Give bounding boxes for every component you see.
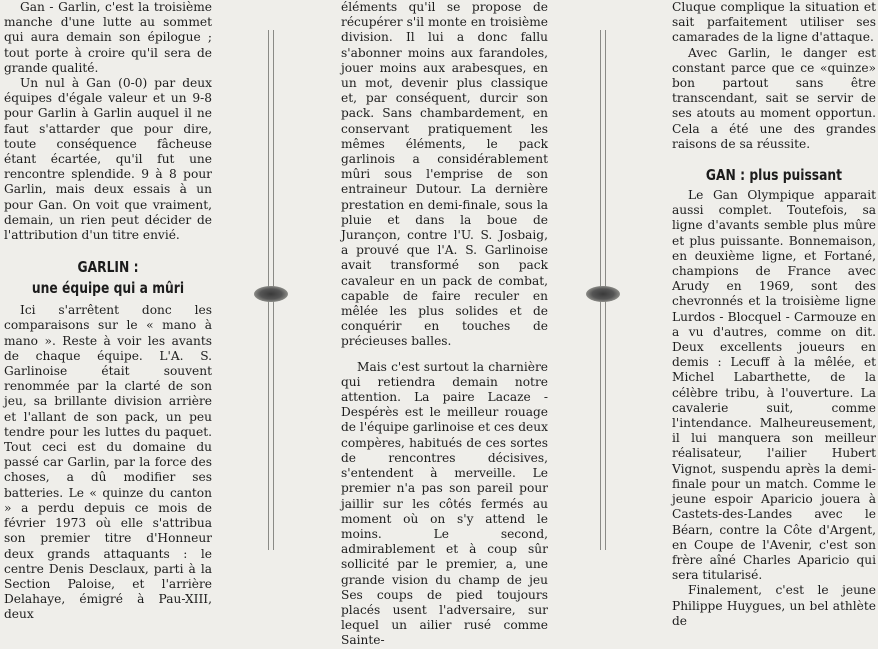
paragraph: Finalement, c'est le jeune Philippe Huygues, un bel athlète de <box>672 583 876 628</box>
divider-ornament-icon <box>586 286 620 302</box>
article-column-2 <box>341 0 548 649</box>
section-heading-gan: GAN : plus puissant <box>705 166 843 185</box>
paragraph: Un nul à Gan (0-0) par deux équipes d'égale valeur et un 9-8 pour Garlin à Garlin auquel il ne faut s'attarder que pour dire, toute conséquence fâcheuse étant écartée, qu'il fut une rencontre splendide. 9 à 8 pour Garlin, mais deux essais à un pour Gan. On voit que vraiment, demain, un rien peut décider de l'attribution d'un titre envié. <box>4 76 212 243</box>
section-heading-garlin: GARLIN : <box>77 258 139 277</box>
section-subheading-garlin: une équipe qui a mûri <box>31 279 185 298</box>
paragraph: Mais c'est surtout la charnière qui retiendra demain notre attention. La paire Lacaze - Despérès est le meilleur rouage de l'équipe garlinoise et ces deux compères, habitués de ces sortes de rencontres décisives, s'entendent à merveille. Le premier n'a pas son pareil pour jaillir sur les côtés fermés au moment où on s'y attend le moins. Le second, admirablement et à coup sûr sollicité par le premier, a, une grande vision du champ de jeu Ses coups de pied toujours placés usent l'adversaire, sur lequel un ailier rusé comme Sainte- <box>341 359 548 648</box>
paragraph: Le Gan Olympique apparait aussi complet. Toutefois, sa ligne d'avants semble plus mûre et plus puissante. Bonnemaison, en deuxième ligne, et Fortané, champions de France avec Arudy en 1969, sont des chevronnés et la troisième ligne Lurdos - Blocquel - Carmouze en a vu d'autres, comme on dit. Deux excellents joueurs en demis : Lecuff à la mêlée, et Michel Labarthette, de la célèbre tribu, à l'ouverture. La cavalerie suit, comme l'intendance. Malheureusement, il lui manquera son meilleur réalisateur, l'ailier Hubert Vignot, suspendu après la demi-finale pour un match. Comme le jeune espoir Aparicio jouera à Castets-des-Landes avec le Béarn, contre la Côte d'Argent, en Coupe de l'Avenir, c'est son frère aîné Charles Aparicio qui sera titularisé. <box>672 188 876 583</box>
paragraph: Avec Garlin, le danger est constant parce que ce «quinze» bon partout sans être transcendant, sait se servir de ses atouts au moment opportun. Cela a été une des grandes raisons de sa réussite. <box>672 45 876 151</box>
article-column-3 <box>672 0 876 629</box>
paragraph: éléments qu'il se propose de récupérer s'il monte en troisième division. Il lui a donc fallu s'abonner moins aux farandoles, jouer moins aux arabesques, en un mot, devenir plus classique et, par conséquent, durcir son pack. Sans chambardement, en conservant pratiquement les mêmes éléments, le pack garlinois a considérablement mûri sous l'emprise de son entraineur Dutour. La dernière prestation en demi-finale, sous la pluie et dans la boue de Jurançon, contre l'U. S. Josbaig, a prouvé que l'A. S. Garlinoise avait transformé son pack cavaleur en un pack de combat, capable de faire reculer en mêlée les plus solides et de conquérir en touches de précieuses balles. <box>341 0 548 349</box>
paragraph: Ici s'arrêtent donc les comparaisons sur le « mano à mano ». Reste à voir les avants de chaque équipe. L'A. S. Garlinoise était souvent renommée par la clarté de son jeu, sa brillante division arrière et l'allant de son pack, un peu tendre pour les luttes du paquet. Tout ceci est du domaine du passé car Garlin, par la force des choses, a dû modifier ses batteries. Le « quinze du canton » a perdu depuis ce mois de février 1973 où elle s'attribua son premier titre d'Honneur deux grands attaquants : le centre Denis Desclaux, parti à la Section Paloise, et l'arrière Delahaye, émigré à Pau-XIII, deux <box>4 303 212 622</box>
article-column-1 <box>4 0 212 623</box>
paragraph: Cluque complique la situation et sait parfaitement utiliser ses camarades de la ligne d'attaque. <box>672 0 876 45</box>
divider-ornament-icon <box>254 286 288 302</box>
paragraph: Gan - Garlin, c'est la troisième manche d'une lutte au sommet qui aura demain son épilogue ; tout porte à croire qu'il sera de grande qualité. <box>4 0 212 75</box>
